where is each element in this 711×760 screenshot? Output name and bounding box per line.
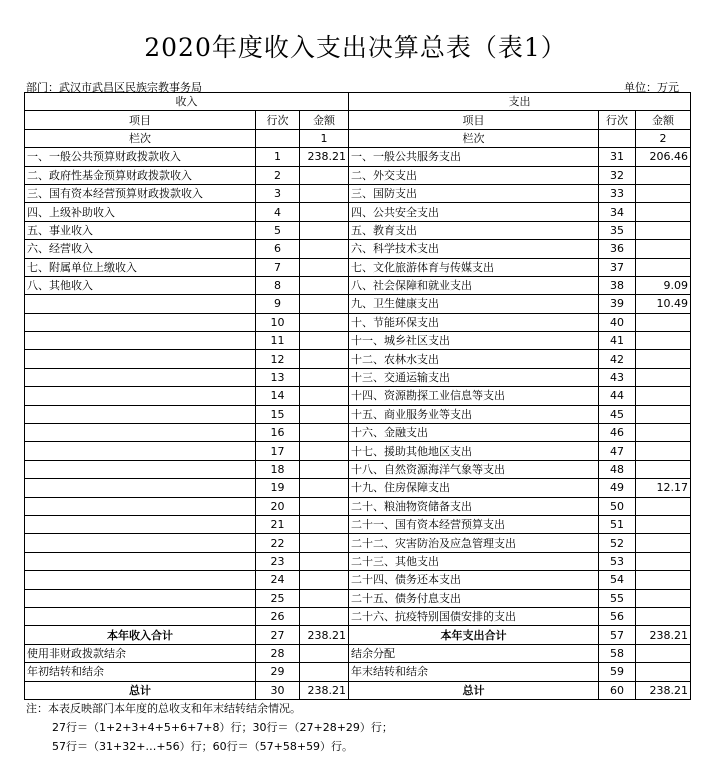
table-row (25, 368, 691, 386)
table-row (25, 240, 691, 258)
income-amount-cell (300, 313, 349, 331)
expense-amount-cell: 238.21 (636, 681, 691, 699)
expense-amount-cell (636, 166, 691, 184)
expense-item-cell: 三、国防支出 (349, 184, 599, 202)
income-rowno-cell: 25 (256, 589, 300, 607)
expense-amount-cell (636, 184, 691, 202)
expense-amount-cell (636, 368, 691, 386)
expense-rowno-cell: 48 (599, 460, 636, 478)
table-row (25, 184, 691, 202)
expense-rowno-cell: 50 (599, 497, 636, 515)
expense-item-cell: 六、科学技术支出 (349, 240, 599, 258)
income-amount-cell (300, 442, 349, 460)
income-item-cell (25, 332, 256, 350)
income-rowno-cell: 13 (256, 368, 300, 386)
expense-amount-cell: 9.09 (636, 276, 691, 294)
expense-rowno-cell: 52 (599, 534, 636, 552)
income-rowno-cell: 27 (256, 626, 300, 644)
page-title: 2020年度收入支出决算总表（表1） (144, 33, 567, 62)
table-row (25, 552, 691, 570)
expense-rowno-cell: 55 (599, 589, 636, 607)
expense-rowno-cell: 53 (599, 552, 636, 570)
income-amount-cell (300, 460, 349, 478)
income-amount-cell (300, 515, 349, 533)
income-item-cell: 五、事业收入 (25, 221, 256, 239)
expense-item-cell: 十七、援助其他地区支出 (349, 442, 599, 460)
table-row (25, 148, 691, 166)
expense-amount-cell (636, 350, 691, 368)
expense-item-cell: 七、文化旅游体育与传媒支出 (349, 258, 599, 276)
expense-amount-cell: 12.17 (636, 479, 691, 497)
footnotes (26, 699, 393, 756)
income-item-cell: 一、一般公共预算财政拨款收入 (25, 148, 256, 166)
expense-rowno-cell: 39 (599, 295, 636, 313)
income-item-cell (25, 442, 256, 460)
expense-amount-cell (636, 644, 691, 662)
expense-rowno-cell: 60 (599, 681, 636, 699)
expense-amount-cell (636, 424, 691, 442)
expense-rowno-cell: 49 (599, 479, 636, 497)
header-row-columns (25, 111, 691, 129)
income-amount-cell (300, 258, 349, 276)
income-item-cell (25, 497, 256, 515)
expense-item-cell: 二十二、灾害防治及应急管理支出 (349, 534, 599, 552)
expense-amount-cell (636, 203, 691, 221)
table-row (25, 332, 691, 350)
expense-item-cell: 五、教育支出 (349, 221, 599, 239)
expense-rowno-cell: 59 (599, 663, 636, 681)
expense-amount-cell: 10.49 (636, 295, 691, 313)
header-row-column-index (25, 129, 691, 147)
income-amount-cell (300, 332, 349, 350)
note-line: 57行＝（31+32+…+56）行；60行＝（57+58+59）行。 (52, 740, 354, 753)
expense-rowno-cell: 46 (599, 424, 636, 442)
expense-rowno-cell: 56 (599, 607, 636, 625)
income-item-cell: 三、国有资本经营预算财政拨款收入 (25, 184, 256, 202)
table-row (25, 607, 691, 625)
income-item-cell (25, 387, 256, 405)
table-row (25, 626, 691, 644)
table-row (25, 497, 691, 515)
table-row (25, 350, 691, 368)
note-line: 注：本表反映部门本年度的总收支和年末结转结余情况。 (26, 702, 301, 715)
income-rowno-cell: 2 (256, 166, 300, 184)
expense-amount-cell (636, 515, 691, 533)
income-amount-cell (300, 368, 349, 386)
expense-rowno-cell: 58 (599, 644, 636, 662)
expense-amount-cell (636, 497, 691, 515)
table-row (25, 571, 691, 589)
income-rowno-header: 行次 (256, 111, 300, 129)
income-amount-cell (300, 589, 349, 607)
expense-item-cell: 二十、粮油物资储备支出 (349, 497, 599, 515)
expense-amount-cell: 206.46 (636, 148, 691, 166)
expense-item-cell: 一、一般公共服务支出 (349, 148, 599, 166)
income-item-cell (25, 368, 256, 386)
income-item-cell (25, 313, 256, 331)
table-row (25, 258, 691, 276)
income-amount-cell (300, 663, 349, 681)
income-amount-cell (300, 644, 349, 662)
income-item-cell (25, 552, 256, 570)
expense-item-cell: 十三、交通运输支出 (349, 368, 599, 386)
expense-amount-cell (636, 387, 691, 405)
budget-table (24, 92, 691, 700)
expense-item-cell: 二十一、国有资本经营预算支出 (349, 515, 599, 533)
table-row (25, 534, 691, 552)
expense-amount-cell (636, 460, 691, 478)
expense-rowno-cell: 36 (599, 240, 636, 258)
table-row (25, 460, 691, 478)
income-amount-cell (300, 184, 349, 202)
expense-amount-cell (636, 442, 691, 460)
income-rowno-cell: 10 (256, 313, 300, 331)
income-item-cell (25, 607, 256, 625)
expense-rowno-cell: 42 (599, 350, 636, 368)
expense-rowno-cell: 33 (599, 184, 636, 202)
income-rowno-cell: 4 (256, 203, 300, 221)
income-amount-cell (300, 424, 349, 442)
income-rowno-cell: 15 (256, 405, 300, 423)
expense-rowno-cell: 57 (599, 626, 636, 644)
expense-rowno-cell: 43 (599, 368, 636, 386)
expense-item-cell: 八、社会保障和就业支出 (349, 276, 599, 294)
income-rowno-cell: 17 (256, 442, 300, 460)
income-item-cell: 使用非财政拨款结余 (25, 644, 256, 662)
expense-item-cell: 十四、资源勘探工业信息等支出 (349, 387, 599, 405)
table-row (25, 276, 691, 294)
expense-column-number: 2 (636, 129, 691, 147)
income-rowno-cell: 9 (256, 295, 300, 313)
expense-rowno-cell: 32 (599, 166, 636, 184)
expense-item-cell: 十八、自然资源海洋气象等支出 (349, 460, 599, 478)
income-rowno-cell: 1 (256, 148, 300, 166)
expense-item-cell: 十六、金融支出 (349, 424, 599, 442)
expense-header: 支出 (349, 93, 691, 111)
table-row (25, 644, 691, 662)
income-rowno-cell: 20 (256, 497, 300, 515)
income-item-cell (25, 589, 256, 607)
expense-rowno-cell: 44 (599, 387, 636, 405)
expense-item-cell: 二十五、债务付息支出 (349, 589, 599, 607)
table-row (25, 313, 691, 331)
expense-rowno-blank (599, 129, 636, 147)
income-amount-cell (300, 203, 349, 221)
income-rowno-blank (256, 129, 300, 147)
expense-rowno-cell: 38 (599, 276, 636, 294)
table-row (25, 221, 691, 239)
income-item-cell: 八、其他收入 (25, 276, 256, 294)
income-rowno-cell: 18 (256, 460, 300, 478)
income-column-number: 1 (300, 129, 349, 147)
income-amount-cell (300, 552, 349, 570)
income-amount-cell (300, 497, 349, 515)
income-rowno-cell: 19 (256, 479, 300, 497)
income-item-cell: 二、政府性基金预算财政拨款收入 (25, 166, 256, 184)
income-rowno-cell: 14 (256, 387, 300, 405)
income-item-cell (25, 460, 256, 478)
expense-rowno-cell: 31 (599, 148, 636, 166)
income-amount-cell (300, 221, 349, 239)
income-rowno-cell: 6 (256, 240, 300, 258)
expense-rowno-header: 行次 (599, 111, 636, 129)
expense-amount-cell (636, 607, 691, 625)
income-item-cell (25, 479, 256, 497)
expense-item-cell: 十九、住房保障支出 (349, 479, 599, 497)
expense-amount-cell (636, 405, 691, 423)
table-row (25, 442, 691, 460)
income-item-cell (25, 534, 256, 552)
expense-rowno-cell: 54 (599, 571, 636, 589)
expense-rowno-cell: 37 (599, 258, 636, 276)
income-rowno-cell: 29 (256, 663, 300, 681)
expense-item-cell: 十五、商业服务业等支出 (349, 405, 599, 423)
income-item-cell: 七、附属单位上缴收入 (25, 258, 256, 276)
expense-amount-cell (636, 221, 691, 239)
income-amount-cell (300, 350, 349, 368)
income-item-cell (25, 295, 256, 313)
income-amount-cell (300, 166, 349, 184)
unit-label: 单位：万元 (624, 81, 679, 94)
expense-amount-cell (636, 534, 691, 552)
expense-rowno-cell: 35 (599, 221, 636, 239)
income-item-cell (25, 350, 256, 368)
expense-rowno-cell: 40 (599, 313, 636, 331)
expense-amount-header: 金额 (636, 111, 691, 129)
expense-item-header: 项目 (349, 111, 599, 129)
expense-amount-cell (636, 332, 691, 350)
expense-rowno-cell: 41 (599, 332, 636, 350)
income-amount-cell (300, 387, 349, 405)
income-rowno-cell: 24 (256, 571, 300, 589)
income-item-cell: 四、上级补助收入 (25, 203, 256, 221)
income-amount-cell (300, 571, 349, 589)
income-item-cell (25, 405, 256, 423)
expense-item-cell: 四、公共安全支出 (349, 203, 599, 221)
expense-amount-cell (636, 663, 691, 681)
income-amount-cell: 238.21 (300, 148, 349, 166)
expense-item-cell: 十、节能环保支出 (349, 313, 599, 331)
table-row (25, 295, 691, 313)
income-rowno-cell: 16 (256, 424, 300, 442)
expense-amount-cell (636, 552, 691, 570)
income-rowno-cell: 23 (256, 552, 300, 570)
table-row (25, 424, 691, 442)
expense-rowno-cell: 51 (599, 515, 636, 533)
income-amount-cell (300, 534, 349, 552)
income-rowno-cell: 30 (256, 681, 300, 699)
income-item-cell (25, 424, 256, 442)
table-row (25, 663, 691, 681)
income-item-cell: 年初结转和结余 (25, 663, 256, 681)
table-row (25, 405, 691, 423)
expense-item-cell: 十一、城乡社区支出 (349, 332, 599, 350)
table-row (25, 681, 691, 699)
expense-amount-cell (636, 313, 691, 331)
income-column-label: 栏次 (25, 129, 256, 147)
income-amount-cell (300, 276, 349, 294)
expense-item-cell: 九、卫生健康支出 (349, 295, 599, 313)
income-amount-header: 金额 (300, 111, 349, 129)
expense-item-cell: 十二、农林水支出 (349, 350, 599, 368)
income-amount-cell: 238.21 (300, 626, 349, 644)
income-rowno-cell: 26 (256, 607, 300, 625)
expense-amount-cell (636, 258, 691, 276)
income-item-cell: 六、经营收入 (25, 240, 256, 258)
income-amount-cell (300, 240, 349, 258)
header-row-section (25, 93, 691, 111)
expense-rowno-cell: 34 (599, 203, 636, 221)
income-rowno-cell: 8 (256, 276, 300, 294)
income-amount-cell (300, 607, 349, 625)
department-label: 部门：武汉市武昌区民族宗教事务局 (26, 81, 202, 94)
income-rowno-cell: 11 (256, 332, 300, 350)
income-amount-cell (300, 295, 349, 313)
expense-column-label: 栏次 (349, 129, 599, 147)
income-item-header: 项目 (25, 111, 256, 129)
income-amount-cell (300, 405, 349, 423)
income-amount-cell: 238.21 (300, 681, 349, 699)
income-amount-cell (300, 479, 349, 497)
income-rowno-cell: 28 (256, 644, 300, 662)
income-item-cell: 本年收入合计 (25, 626, 256, 644)
income-rowno-cell: 5 (256, 221, 300, 239)
income-item-cell: 总计 (25, 681, 256, 699)
expense-item-cell: 二、外交支出 (349, 166, 599, 184)
expense-amount-cell (636, 240, 691, 258)
income-rowno-cell: 12 (256, 350, 300, 368)
table-row (25, 589, 691, 607)
income-item-cell (25, 515, 256, 533)
expense-amount-cell: 238.21 (636, 626, 691, 644)
income-rowno-cell: 7 (256, 258, 300, 276)
expense-item-cell: 二十四、债务还本支出 (349, 571, 599, 589)
expense-item-cell: 结余分配 (349, 644, 599, 662)
income-item-cell (25, 571, 256, 589)
note-line: 27行＝（1+2+3+4+5+6+7+8）行；30行＝（27+28+29）行； (52, 721, 393, 734)
expense-rowno-cell: 45 (599, 405, 636, 423)
income-rowno-cell: 22 (256, 534, 300, 552)
income-rowno-cell: 21 (256, 515, 300, 533)
expense-item-cell: 二十三、其他支出 (349, 552, 599, 570)
table-row (25, 203, 691, 221)
table-row (25, 387, 691, 405)
expense-amount-cell (636, 571, 691, 589)
income-header: 收入 (25, 93, 349, 111)
table-row (25, 479, 691, 497)
table-row (25, 166, 691, 184)
expense-item-cell: 二十六、抗疫特别国债安排的支出 (349, 607, 599, 625)
expense-item-cell: 本年支出合计 (349, 626, 599, 644)
table-row (25, 515, 691, 533)
expense-item-cell: 总计 (349, 681, 599, 699)
expense-rowno-cell: 47 (599, 442, 636, 460)
expense-item-cell: 年末结转和结余 (349, 663, 599, 681)
expense-amount-cell (636, 589, 691, 607)
income-rowno-cell: 3 (256, 184, 300, 202)
